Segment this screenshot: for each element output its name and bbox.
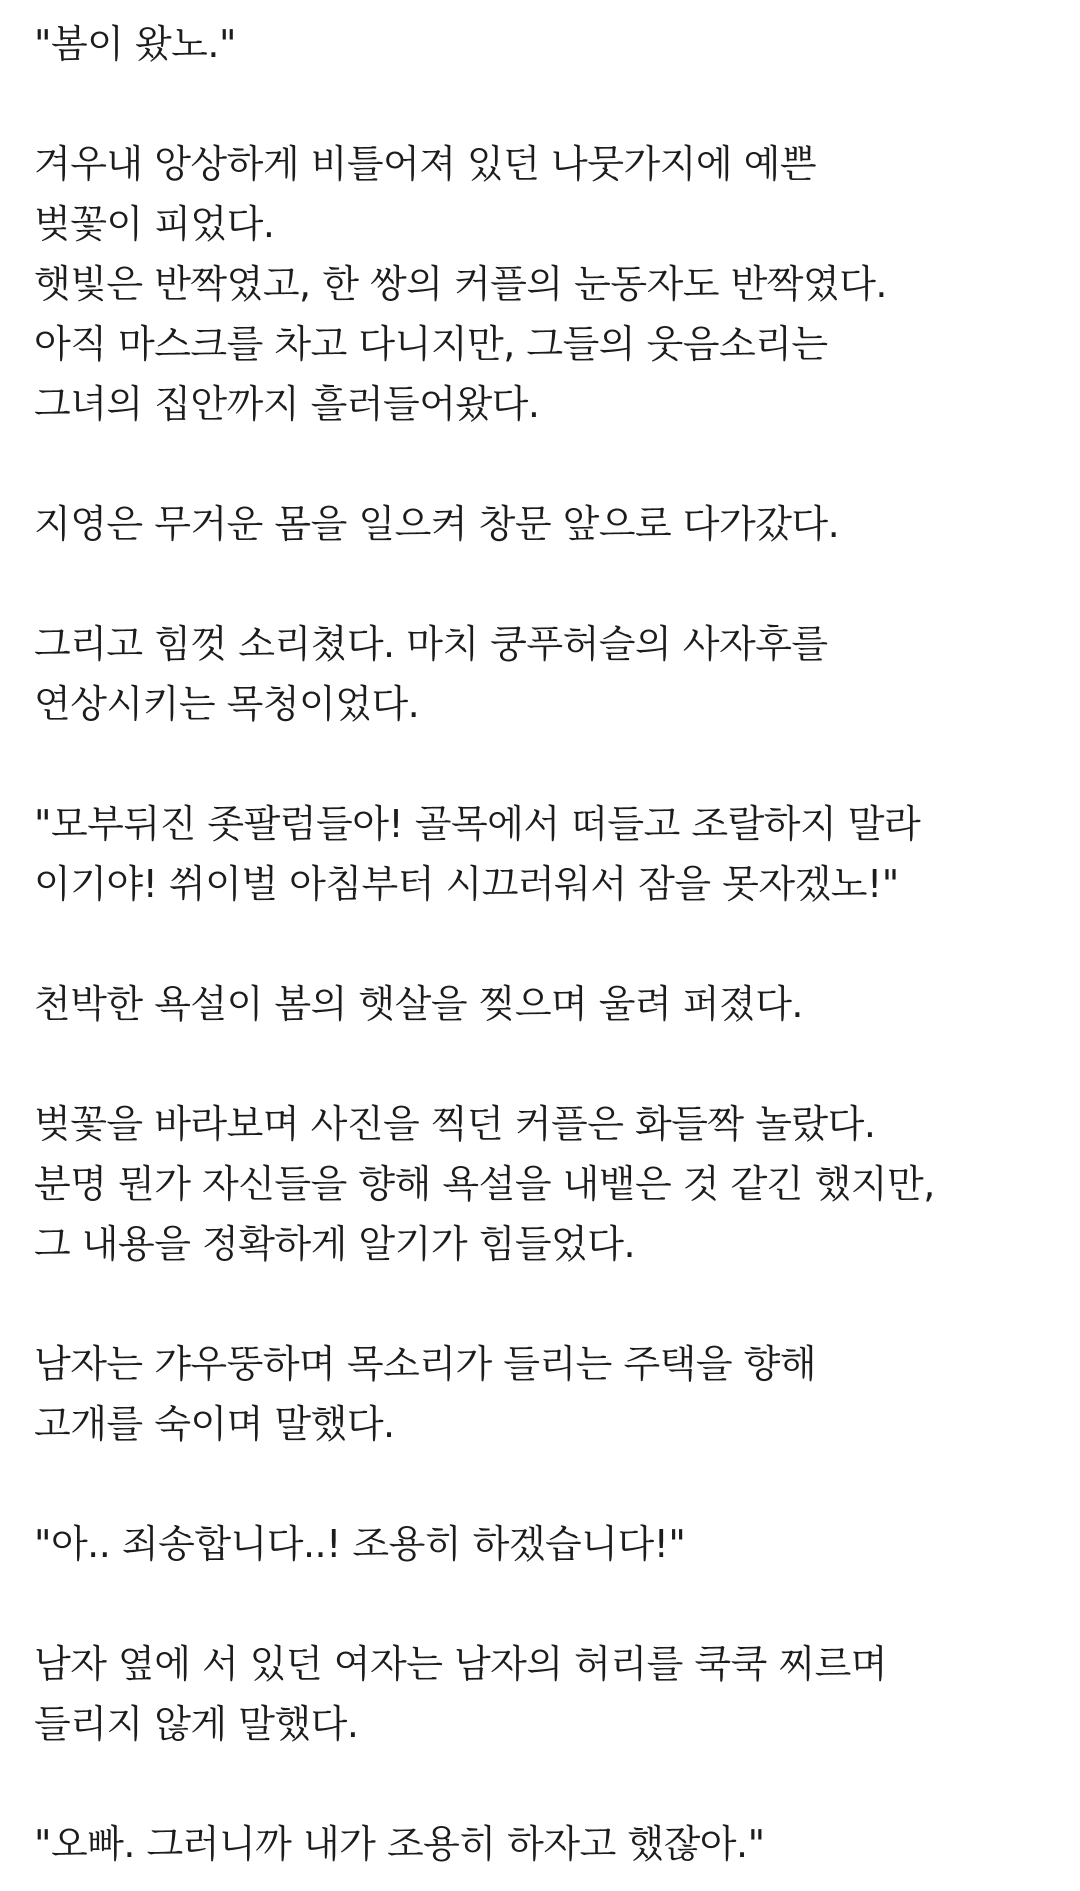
text-line: 남자는 갸우뚱하며 목소리가 들리는 주택을 향해 bbox=[34, 1342, 817, 1386]
paragraph bbox=[34, 1814, 1060, 1874]
text-line: 그리고 힘껏 소리쳤다. 마치 쿵푸허슬의 사자후를 bbox=[34, 622, 828, 666]
text-line: 연상시키는 목청이었다. bbox=[34, 682, 420, 726]
paragraph bbox=[34, 1334, 1060, 1454]
paragraph bbox=[34, 614, 1060, 734]
story-text bbox=[34, 14, 1060, 1874]
paragraph bbox=[34, 494, 1060, 554]
text-line: "아.. 죄송합니다..! 조용히 하겠습니다!" bbox=[34, 1522, 686, 1566]
paragraph bbox=[34, 1634, 1060, 1754]
text-line: 벚꽃을 바라보며 사진을 찍던 커플은 화들짝 놀랐다. bbox=[34, 1102, 876, 1146]
text-line: 벚꽃이 피었다. bbox=[34, 202, 275, 246]
text-line: 햇빛은 반짝였고, 한 쌍의 커플의 눈동자도 반짝였다. bbox=[34, 262, 888, 306]
text-line: 아직 마스크를 차고 다니지만, 그들의 웃음소리는 bbox=[34, 322, 828, 366]
paragraph bbox=[34, 974, 1060, 1034]
text-line: 그녀의 집안까지 흘러들어왔다. bbox=[34, 382, 540, 426]
text-line: "모부뒤진 좃팔럼들아! 골목에서 떠들고 조랄하지 말라 bbox=[34, 802, 921, 846]
text-line: 고개를 숙이며 말했다. bbox=[34, 1402, 395, 1446]
paragraph bbox=[34, 1094, 1060, 1274]
text-line: "봄이 왔노." bbox=[34, 22, 236, 66]
paragraph bbox=[34, 794, 1060, 914]
text-line: 이기야! 쒸이벌 아침부터 시끄러워서 잠을 못자겠노!" bbox=[34, 862, 899, 906]
text-line: 분명 뭔가 자신들을 향해 욕설을 내뱉은 것 같긴 했지만, bbox=[34, 1162, 935, 1206]
text-line: 그 내용을 정확하게 알기가 힘들었다. bbox=[34, 1222, 636, 1266]
text-line: 천박한 욕설이 봄의 햇살을 찢으며 울려 퍼졌다. bbox=[34, 982, 804, 1026]
paragraph bbox=[34, 134, 1060, 434]
paragraph bbox=[34, 14, 1060, 74]
text-line: 지영은 무거운 몸을 일으켜 창문 앞으로 다가갔다. bbox=[34, 502, 840, 546]
text-line: "오빠. 그러니까 내가 조용히 하자고 했잖아." bbox=[34, 1822, 765, 1866]
text-line: 겨우내 앙상하게 비틀어져 있던 나뭇가지에 예쁜 bbox=[34, 142, 817, 186]
paragraph bbox=[34, 1514, 1060, 1574]
text-line: 들리지 않게 말했다. bbox=[34, 1702, 359, 1746]
text-line: 남자 옆에 서 있던 여자는 남자의 허리를 쿡쿡 찌르며 bbox=[34, 1642, 888, 1686]
